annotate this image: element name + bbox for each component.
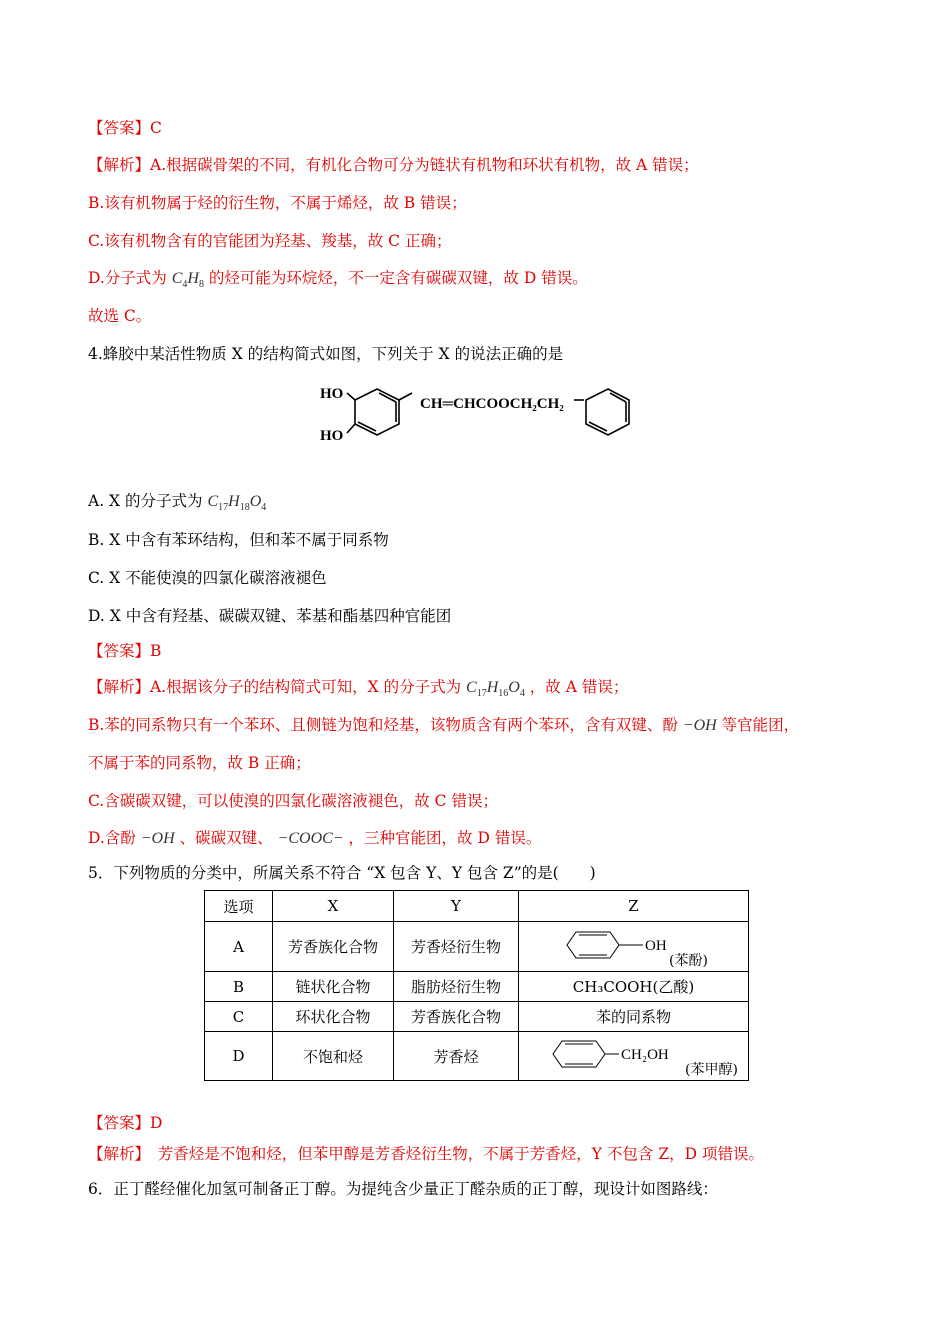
q4-analysis-d-mid: 、碳碳双键、 [179, 829, 273, 847]
benzyl-ch2oh-text: CH₂OH [621, 1046, 669, 1063]
table-header-cell: Y [394, 891, 519, 922]
q4-group-cooc: −COOC− [277, 830, 344, 847]
q4-analysis-b [88, 715, 799, 736]
q4-analysis-b-pre: B.苯的同系物只有一个苯环、且侧链为饱和烃基，该物质含有两个苯环，含有双键、酚 [88, 716, 678, 734]
table-row [205, 1002, 749, 1032]
benzyl-alcohol-structure [519, 1033, 748, 1080]
table-cell: 芳香烃衍生物 [394, 922, 519, 972]
q4-option-a-pre: A. X 的分子式为 [88, 492, 203, 510]
table-cell: CH₃COOH(乙酸) [519, 972, 749, 1002]
struct-ho-top: HO [320, 386, 344, 402]
table-cell-benzyl-alcohol [519, 1032, 749, 1081]
table-row [205, 972, 749, 1002]
table-cell: 芳香族化合物 [394, 1002, 519, 1032]
table-header-cell: Z [519, 891, 749, 922]
phenol-structure [519, 923, 748, 971]
q3-analysis-d [88, 268, 588, 295]
table-cell: 苯的同系物 [519, 1002, 749, 1032]
q4-analysis-c: C.含碳碳双键，可以使溴的四氯化碳溶液褪色，故 C 错误； [88, 792, 498, 810]
q5-stem: 5．下列物质的分类中，所属关系不符合 “X 包含 Y、Y 包含 Z”的是( ) [88, 864, 596, 882]
q4-answer: 【答案】B [88, 642, 162, 660]
q4-analysis-a-post: ，故 A 错误； [529, 678, 629, 696]
q3-conclusion: 故选 C。 [88, 307, 152, 325]
q4-analysis-d-post: ，三种官能团，故 D 错误。 [348, 829, 542, 847]
table-row [205, 922, 749, 972]
table-cell: 脂肪烃衍生物 [394, 972, 519, 1002]
q4-formula-option-a: $C_{17}H_{18}O_4$ [207, 493, 267, 514]
q4-analysis-a [88, 677, 628, 704]
q4-analysis-d [88, 828, 541, 849]
q4-option-d: D. X 中含有羟基、碳碳双键、苯基和酯基四种官能团 [88, 607, 452, 625]
benzene-ring [567, 932, 643, 958]
table-cell: A [205, 922, 273, 972]
q4-formula-analysis: $C_{17}H_{16}O_4$ [466, 679, 525, 700]
q3-formula-c4h8: $C_4H_8$ [171, 270, 204, 291]
q4-group-oh-2: −OH [140, 830, 175, 847]
q3-analysis-c: C.该有机物含有的官能团为羟基、羧基，故 C 正确； [88, 232, 452, 250]
table-cell: D [205, 1032, 273, 1081]
q5-analysis: 【解析】 芳香烃是不饱和烃，但苯甲醇是芳香烃衍生物，不属于芳香烃，Y 不包含 Z，D 项错误。 [88, 1145, 764, 1163]
q4-group-oh: −OH [682, 717, 717, 734]
phenol-name: (苯酚) [669, 952, 708, 969]
table-cell: 链状化合物 [273, 972, 394, 1002]
q3-analysis-b: B.该有机物属于烃的衍生物，不属于烯烃，故 B 错误； [88, 194, 467, 212]
q3-answer: 【答案】C [88, 119, 162, 137]
table-row [205, 1032, 749, 1081]
struct-side-chain: CH═CHCOOCH₂CH₂ [420, 396, 564, 412]
table-cell: B [205, 972, 273, 1002]
q6-stem: 6．正丁醛经催化加氢可制备正丁醇。为提纯含少量正丁醛杂质的正丁醇，现设计如图路线： [88, 1180, 718, 1198]
table-cell: C [205, 1002, 273, 1032]
phenyl-ring [574, 389, 629, 435]
phenol-oh-text: OH [645, 937, 667, 954]
table-header-row [205, 891, 749, 922]
q3-analysis-d-post: 的烃可能为环烷烃，不一定含有碳碳双键，故 D 错误。 [208, 269, 588, 287]
table-cell: 芳香烃 [394, 1032, 519, 1081]
q5-classification-table [204, 890, 749, 1081]
q4-analysis-d-pre: D.含酚 [88, 829, 136, 847]
q4-option-c: C. X 不能使溴的四氯化碳溶液褪色 [88, 569, 327, 587]
benzyl-alcohol-name: (苯甲醇) [685, 1061, 738, 1078]
q5-answer: 【答案】D [88, 1114, 163, 1132]
q4-analysis-b-cont: 不属于苯的同系物，故 B 正确； [88, 754, 311, 772]
q4-option-b: B. X 中含有苯环结构，但和苯不属于同系物 [88, 531, 389, 549]
q4-analysis-a-pre: 【解析】A.根据该分子的结构简式可知，X 的分子式为 [88, 678, 462, 696]
benzene-ring [553, 1041, 619, 1067]
q3-analysis-a: 【解析】A.根据碳骨架的不同，有机化合物可分为链状有机物和环状有机物，故 A 错误； [88, 156, 699, 174]
q4-option-a [88, 491, 266, 518]
catechol-ring [347, 389, 412, 435]
table-cell-phenol [519, 922, 749, 972]
table-cell: 不饱和烃 [273, 1032, 394, 1081]
compound-x-structure [316, 378, 638, 448]
q4-stem: 4.蜂胶中某活性物质 X 的结构简式如图，下列关于 X 的说法正确的是 [88, 345, 564, 363]
struct-ho-bottom: HO [320, 428, 344, 444]
q4-analysis-b-post: 等官能团， [721, 716, 800, 734]
table-header-cell: X [273, 891, 394, 922]
table-cell: 芳香族化合物 [273, 922, 394, 972]
table-header-cell: 选项 [205, 891, 273, 922]
q3-analysis-d-pre: D.分子式为 [88, 269, 167, 287]
table-cell: 环状化合物 [273, 1002, 394, 1032]
